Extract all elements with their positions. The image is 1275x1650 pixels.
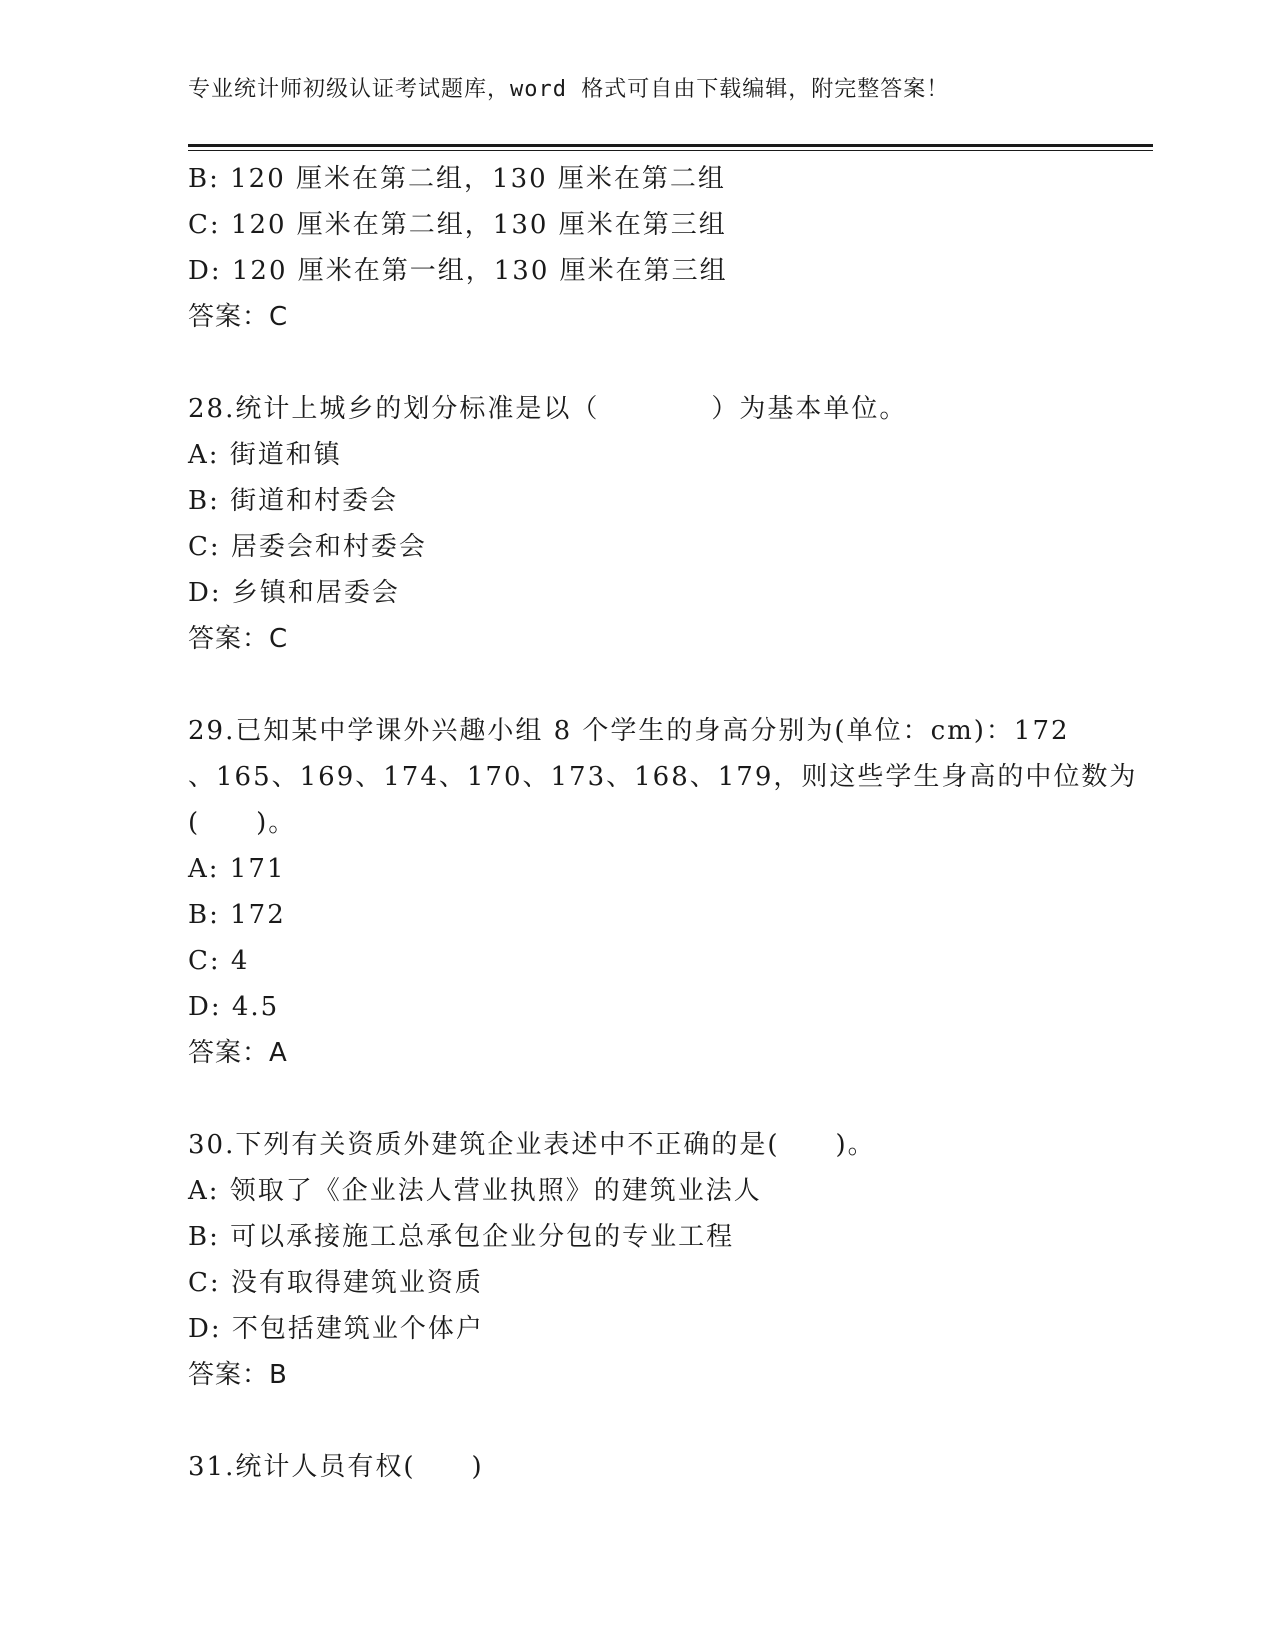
spacer — [188, 1076, 1108, 1122]
header-rule-thick — [188, 144, 1153, 147]
question-stem-line-3: ( )。 — [188, 808, 297, 838]
option-b: B: 120 厘米在第二组，130 厘米在第二组 — [188, 164, 726, 194]
option-a: A: 171 — [188, 854, 286, 884]
option-d: D: 乡镇和居委会 — [188, 578, 400, 608]
option-b: B: 172 — [188, 900, 286, 930]
question-stem-line-2: 、165、169、174、170、173、168、179，则这些学生身高的中位数为 — [188, 762, 1138, 792]
option-a: A: 领取了《企业法人营业执照》的建筑业法人 — [188, 1176, 762, 1206]
page-header: 专业统计师初级认证考试题库，word 格式可自由下载编辑，附完整答案！ — [188, 77, 950, 102]
option-c: C: 120 厘米在第二组，130 厘米在第三组 — [188, 210, 727, 240]
answer: 答案：A — [188, 1038, 288, 1068]
option-a: A: 街道和镇 — [188, 440, 342, 470]
option-d: D: 不包括建筑业个体户 — [188, 1314, 484, 1344]
question-block-29 — [188, 708, 1138, 1076]
option-d: D: 120 厘米在第一组，130 厘米在第三组 — [188, 256, 728, 286]
spacer — [188, 340, 1108, 386]
option-c: C: 4 — [188, 946, 250, 976]
question-block-31 — [188, 1444, 1108, 1490]
spacer — [188, 1398, 1108, 1444]
question-stem: 28.统计上城乡的划分标准是以（ ）为基本单位。 — [188, 394, 908, 424]
option-c: C: 没有取得建筑业资质 — [188, 1268, 483, 1298]
question-block-27 — [188, 156, 1108, 340]
answer: 答案：C — [188, 302, 289, 332]
question-stem-line-1: 29.已知某中学课外兴趣小组 8 个学生的身高分别为(单位：cm)：172 — [188, 716, 1070, 746]
header-rule-thin — [188, 150, 1153, 151]
question-stem: 30.下列有关资质外建筑企业表述中不正确的是( )。 — [188, 1130, 876, 1160]
answer: 答案：C — [188, 624, 289, 654]
spacer — [188, 662, 1108, 708]
question-list — [188, 156, 1138, 1490]
option-b: B: 可以承接施工总承包企业分包的专业工程 — [188, 1222, 735, 1252]
option-b: B: 街道和村委会 — [188, 486, 399, 516]
question-stem: 31.统计人员有权( ) — [188, 1452, 484, 1482]
answer: 答案：B — [188, 1360, 288, 1390]
question-block-30 — [188, 1122, 1108, 1398]
option-c: C: 居委会和村委会 — [188, 532, 427, 562]
option-d: D: 4.5 — [188, 992, 280, 1022]
question-block-28 — [188, 386, 1108, 662]
